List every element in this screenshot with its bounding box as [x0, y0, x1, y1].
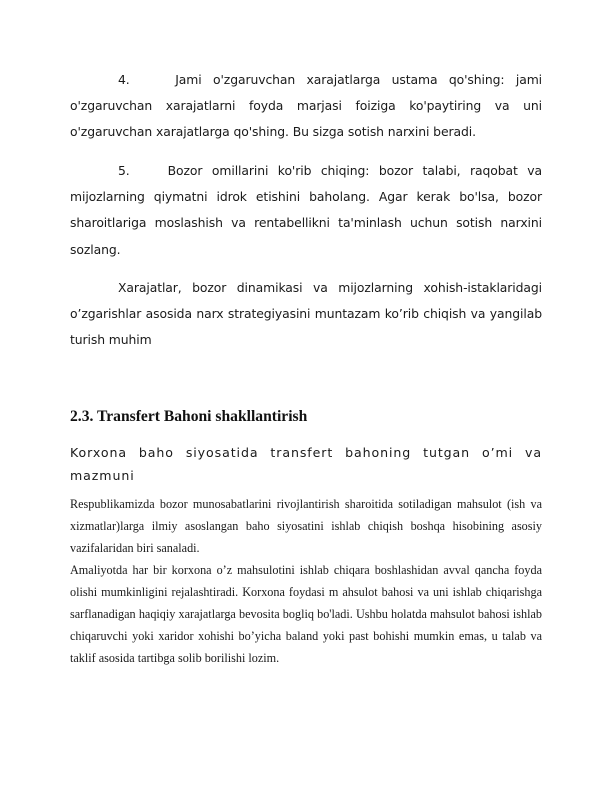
list-item-text: Bozor omillarini ko'rib chiqing: bozor talabi, raqobat va mijozlarning qiymatni idrok etishini baholang. Agar kerak bo'lsa, bozor sharoitlariga moslashish va rentabellikni ta'minlash uchun sotish narxini sozlang. — [70, 163, 542, 257]
list-item-4 — [70, 67, 542, 146]
body-paragraph-2: Amaliyotda har bir korxona o’z mahsulotini ishlab chiqara boshlashidan avval qancha foyda olishi mumkinligini rejalashtiradi. Korxona foydasi m ahsulot bahosi va uni ishlab chiqarishga sarflanadigan haqiqiy xarajatlarga bevosita bogliq bo'ladi. Ushbu holatda mahsulot bahosi ishlab chiqaruvchi yoki xaridor xohishi bo’yicha baland yoki past bohishi mumkin emas, u talab va taklif asosida tartibga solib borilishi lozim. — [70, 563, 542, 665]
body-paragraph-1: Respublikamizda bozor munosabatlarini rivojlantirish sharoitida sotiladigan mahsulot (ish va xizmatlar)larga ilmiy asoslangan baho siyosatini ishlab chiqish boshqa hisobining asosiy vazifalaridan biri sanaladi. — [70, 497, 542, 555]
list-item-text: Jami o'zgaruvchan xarajatlarga ustama qo'shing: jami o'zgaruvchan xarajatlarni foyda marjasi foiziga ko'paytiring va uni o'zgaruvchan xarajatlarga qo'shing. Bu sizga sotish narxini beradi. — [70, 72, 543, 140]
list-item-number: 5. — [118, 163, 130, 178]
list-item-number: 4. — [118, 72, 130, 87]
section-subheading: Korxona baho siyosatida transfert bahoning tutgan o’mi va mazmuni — [70, 445, 542, 483]
section-heading: 2.3. Transfert Bahoni shakllantirish — [70, 408, 308, 425]
list-item-5 — [70, 158, 542, 263]
closing-paragraph: Xarajatlar, bozor dinamikasi va mijozlarning xohish-istaklaridagi o’zgarishlar asosida narx strategiyasini muntazam ko’rib chiqish va yangilab turish muhim — [70, 280, 542, 348]
